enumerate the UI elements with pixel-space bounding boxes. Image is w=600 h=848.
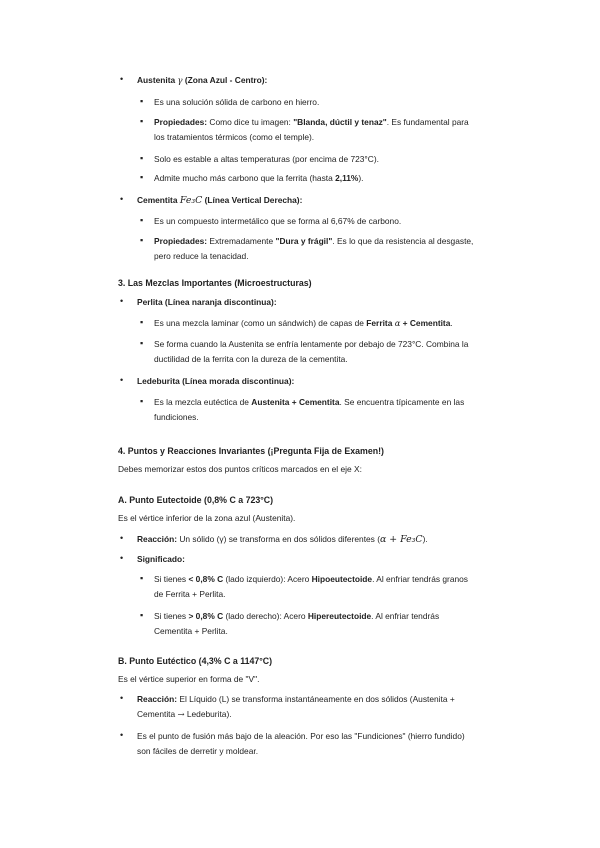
ledeburita-item-cont: fundiciones. — [154, 412, 199, 422]
term-bold: Hipoeutectoide — [311, 574, 373, 584]
bullet-marker: • — [120, 553, 124, 563]
gamma-symbol: γ — [177, 75, 183, 85]
point-b-item-2: Es el punto de fusión más bajo de la aleación. Por eso las "Fundiciones" (hierro fundido) — [137, 731, 465, 741]
value-bold: > 0,8% C — [188, 611, 224, 621]
bullet-marker: • — [120, 194, 124, 204]
sub-bullet-marker: ▪ — [140, 396, 144, 406]
item-text: . Al enfriar tendrás granos — [372, 574, 468, 584]
ledeburita-item — [154, 396, 464, 408]
cementita-zone: (Línea Vertical Derecha): — [204, 195, 303, 205]
item-text: Admite mucho más carbono que la ferrita (hasta — [154, 173, 336, 183]
significado-label: Significado: — [137, 554, 185, 564]
fe3c-formula: Fe₃C — [179, 195, 203, 206]
item-text: Un sólido (γ) se transforma en dos sólidos diferentes ( — [179, 534, 380, 544]
item-text: Cementita — [137, 709, 178, 719]
propiedades-label: Propiedades: — [154, 236, 208, 246]
reaccion-label: Reacción: — [137, 534, 178, 544]
perlita-item-2: Se forma cuando la Austenita se enfría lentamente por debajo de 723°C. Combina la — [154, 339, 469, 349]
item-text: Si tienes — [154, 574, 189, 584]
item-text: Como dice tu imagen: — [209, 117, 294, 127]
bullet-marker: • — [120, 74, 124, 84]
cementita-item-1: Es un compuesto intermetálico que se forma al 6,67% de carbono. — [154, 216, 402, 226]
point-a-reaccion — [137, 533, 428, 546]
cementita-bold: + Cementita — [400, 318, 451, 328]
section-4-title: 4. Puntos y Reacciones Invariantes (¡Pregunta Fija de Examen!) — [118, 446, 384, 456]
sub-bullet-marker: ▪ — [140, 338, 144, 348]
significado-item-1-cont: de Ferrita + Perlita. — [154, 589, 226, 599]
austenita-item-4 — [154, 172, 364, 184]
term-bold: Hipereutectoide — [307, 611, 372, 621]
item-text: ). — [422, 534, 428, 544]
value-bold: 2,11% — [335, 173, 359, 183]
sub-bullet-marker: ▪ — [140, 317, 144, 327]
perlita-item-1 — [154, 317, 453, 329]
alpha-symbol: α — [394, 318, 401, 328]
cementita-title: Cementita — [137, 195, 178, 205]
arrow-symbol: → — [177, 709, 185, 719]
item-text: . — [450, 318, 453, 328]
cementita-item-2 — [154, 235, 473, 247]
reaction-formula: α + Fe₃C — [379, 534, 423, 545]
ferrita-bold: Ferrita — [366, 318, 393, 328]
bullet-marker: • — [120, 533, 124, 543]
point-b-title: B. Punto Eutéctico (4,3% C a 1147°C) — [118, 656, 273, 666]
austenita-item-2-cont: los tratamientos térmicos (como el temple). — [154, 132, 315, 142]
sub-bullet-marker: ▪ — [140, 116, 144, 126]
point-a-desc: Es el vértice inferior de la zona azul (Austenita). — [118, 513, 296, 523]
austenita-title: Austenita — [137, 75, 176, 85]
austenita-heading — [137, 74, 267, 86]
value-bold: < 0,8% C — [188, 574, 224, 584]
point-b-reaccion — [137, 693, 455, 705]
item-text: . Es fundamental para — [386, 117, 469, 127]
bullet-marker: • — [120, 693, 124, 703]
austenita-item-2 — [154, 116, 469, 128]
quote-bold: "Blanda, dúctil y tenaz" — [293, 117, 387, 127]
item-text: . Se encuentra típicamente en las — [339, 397, 465, 407]
significado-item-2-cont: Cementita + Perlita. — [154, 626, 228, 636]
austenita-item-3: Solo es estable a altas temperaturas (por encima de 723°C). — [154, 154, 379, 164]
item-text: Es la mezcla eutéctica de — [154, 397, 252, 407]
point-b-reaccion-cont — [137, 708, 232, 720]
sub-bullet-marker: ▪ — [140, 573, 144, 583]
austenita-zone: (Zona Azul - Centro): — [184, 75, 268, 85]
cementita-heading — [137, 194, 302, 207]
ledeburita-title: Ledeburita (Línea morada discontinua): — [137, 376, 295, 386]
item-text: Extremadamente — [209, 236, 276, 246]
point-a-title: A. Punto Eutectoide (0,8% C a 723°C) — [118, 495, 274, 505]
section-3-title: 3. Las Mezclas Importantes (Microestructuras) — [118, 278, 312, 288]
reaccion-label: Reacción: — [137, 694, 178, 704]
item-text: ). — [358, 173, 364, 183]
quote-bold: "Dura y frágil" — [275, 236, 333, 246]
item-text: El Líquido (L) se transforma instantáneamente en dos sólidos (Austenita + — [179, 694, 455, 704]
sub-bullet-marker: ▪ — [140, 172, 144, 182]
mix-bold: Austenita + Cementita — [251, 397, 340, 407]
sub-bullet-marker: ▪ — [140, 610, 144, 620]
significado-item-1 — [154, 573, 468, 585]
point-b-item-2-cont: son fáciles de derretir y moldear. — [137, 746, 259, 756]
perlita-title: Perlita (Línea naranja discontinua): — [137, 297, 277, 307]
significado-item-2 — [154, 610, 439, 622]
austenita-item-1: Es una solución sólida de carbono en hierro. — [154, 97, 320, 107]
section-4-intro: Debes memorizar estos dos puntos críticos marcados en el eje X: — [118, 464, 362, 474]
item-text: (lado derecho): Acero — [223, 611, 308, 621]
item-text: Si tienes — [154, 611, 189, 621]
bullet-marker: • — [120, 296, 124, 306]
bullet-marker: • — [120, 730, 124, 740]
item-text: . Es lo que da resistencia al desgaste, — [332, 236, 474, 246]
item-text: . Al enfriar tendrás — [371, 611, 440, 621]
item-text: (lado izquierdo): Acero — [223, 574, 312, 584]
item-text: Ledeburita). — [184, 709, 232, 719]
propiedades-label: Propiedades: — [154, 117, 208, 127]
point-b-desc: Es el vértice superior en forma de "V". — [118, 674, 260, 684]
sub-bullet-marker: ▪ — [140, 215, 144, 225]
sub-bullet-marker: ▪ — [140, 153, 144, 163]
sub-bullet-marker: ▪ — [140, 235, 144, 245]
cementita-item-2-cont: pero reduce la tenacidad. — [154, 251, 249, 261]
bullet-marker: • — [120, 375, 124, 385]
item-text: Es una mezcla laminar (como un sándwich) de capas de — [154, 318, 367, 328]
sub-bullet-marker: ▪ — [140, 96, 144, 106]
perlita-item-2-cont: ductilidad de la ferrita con la dureza de la cementita. — [154, 354, 348, 364]
